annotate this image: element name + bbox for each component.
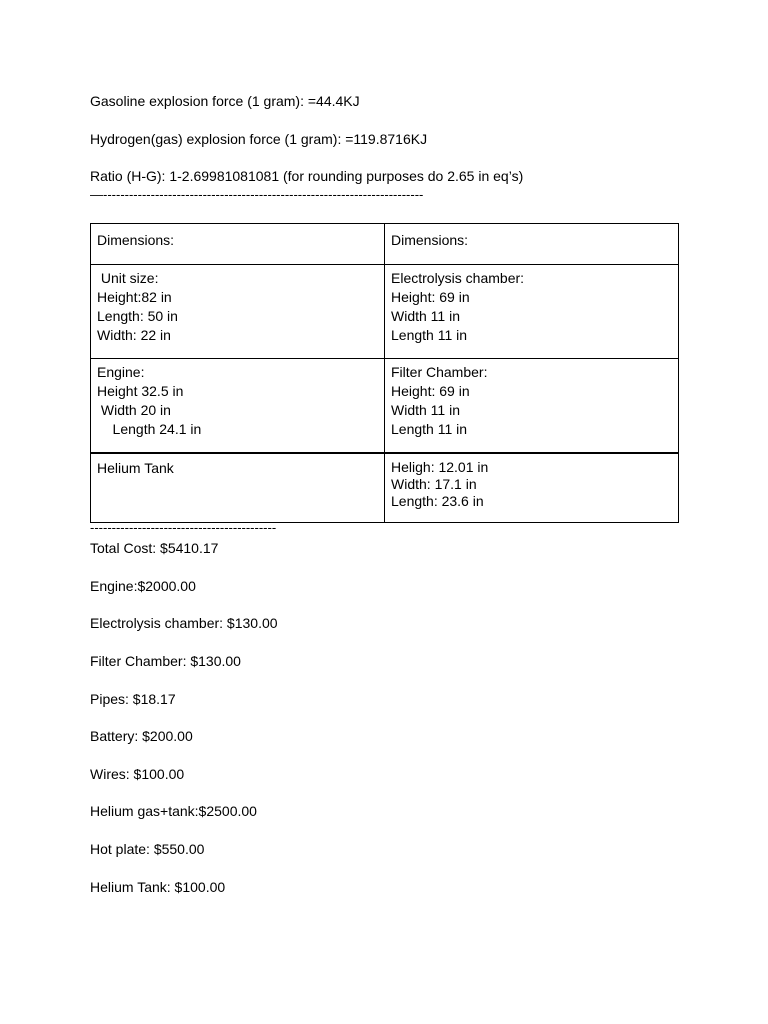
total-cost-text: Total Cost: $5410.17 [90, 540, 219, 556]
table-row [91, 359, 679, 454]
table-header-label: Dimensions: [97, 232, 175, 248]
cell-line: Length: 50 in [97, 308, 178, 324]
cost-item: Wires: $100.00 [90, 766, 185, 782]
gasoline-force-text: Gasoline explosion force (1 gram): =44.4KJ [90, 93, 360, 109]
cell-line: Helium Tank [97, 460, 174, 476]
cell-line: Height:82 in [97, 289, 172, 305]
table-row [91, 453, 679, 523]
table-cell-electrolysis-chamber [385, 265, 679, 359]
cell-line: Height 32.5 in [97, 383, 184, 399]
cell-line: Electrolysis chamber: [391, 270, 525, 286]
hydrogen-force-text: Hydrogen(gas) explosion force (1 gram): =119.8716KJ [90, 131, 428, 147]
cell-line: Width 20 in [97, 402, 171, 418]
cell-line: Unit size: [97, 270, 159, 286]
cell-line: Engine: [97, 364, 145, 380]
table-header-label: Dimensions: [391, 232, 469, 248]
cell-line: Width: 22 in [97, 327, 171, 343]
cost-item: Hot plate: $550.00 [90, 841, 205, 857]
cell-line: Filter Chamber: [391, 364, 488, 380]
table-cell-engine [91, 359, 385, 454]
cell-line: Length: 23.6 in [391, 493, 484, 509]
ratio-text: Ratio (H-G): 1-2.69981081081 (for rounding purposes do 2.65 in eq’s) [90, 168, 524, 184]
table-cell-filter-chamber [385, 359, 679, 454]
table-header-row [91, 224, 679, 265]
cost-item: Electrolysis chamber: $130.00 [90, 615, 278, 631]
cell-line: Width: 17.1 in [391, 476, 477, 492]
costs-divider: ------------------------------------------- [90, 521, 277, 535]
cell-line: Length 11 in [391, 421, 468, 437]
cell-line: Width 11 in [391, 402, 460, 418]
cell-line: Width 11 in [391, 308, 460, 324]
cost-item: Battery: $200.00 [90, 728, 193, 744]
table-cell-helium-tank [91, 453, 385, 523]
cell-line: Length 24.1 in [97, 421, 202, 437]
table-row [91, 265, 679, 359]
table-header-cell [385, 224, 679, 265]
table-header-cell [91, 224, 385, 265]
cell-line: Heligh: 12.01 in [391, 459, 489, 475]
cell-line: Length 11 in [391, 327, 468, 343]
cost-item: Pipes: $18.17 [90, 691, 176, 707]
cell-line: Height: 69 in [391, 289, 470, 305]
header-divider: —-------------------------------------------------------------------------- [90, 188, 424, 202]
cost-item: Engine:$2000.00 [90, 578, 196, 594]
cost-item: Helium Tank: $100.00 [90, 879, 226, 895]
cell-line: Height: 69 in [391, 383, 470, 399]
cost-item: Helium gas+tank:$2500.00 [90, 803, 257, 819]
cost-item: Filter Chamber: $130.00 [90, 653, 241, 669]
table-cell-unit-size [91, 265, 385, 359]
table-cell-helium-tank-dims [385, 453, 679, 523]
dimensions-table [90, 223, 679, 523]
